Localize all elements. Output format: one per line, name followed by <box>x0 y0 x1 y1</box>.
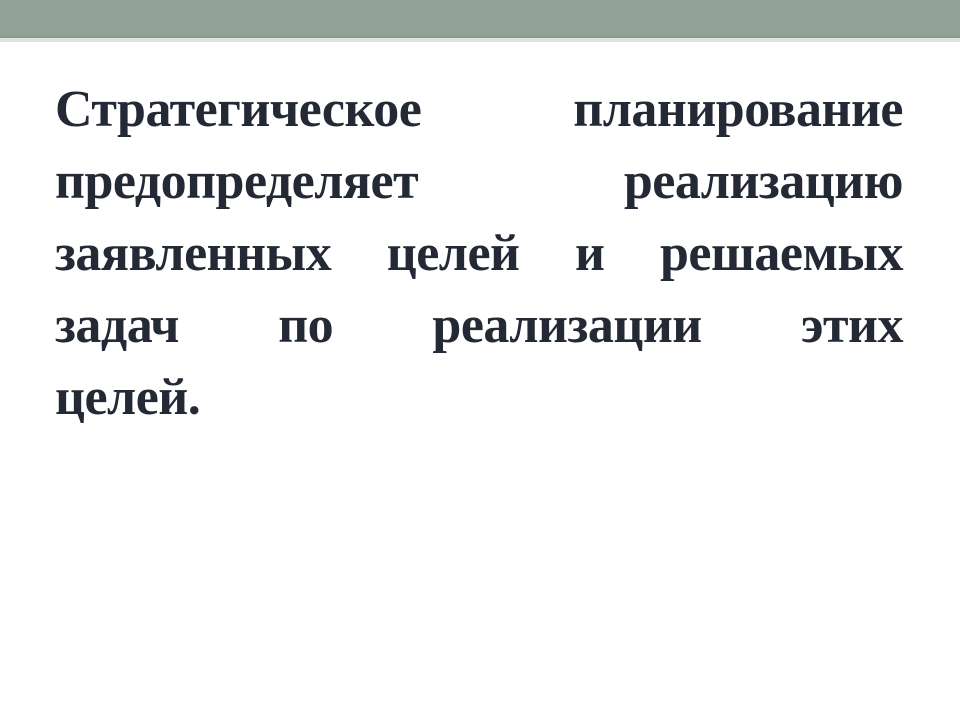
body-text-line-2: предопределяет реализацию <box>55 153 903 210</box>
slide-top-bar <box>0 0 960 38</box>
body-text-line-3: заявленных целей и решаемых <box>55 225 903 282</box>
body-text-line-5: целей. <box>55 369 201 426</box>
body-text-line-4: задач по реализации этих <box>55 297 903 354</box>
slide-body-text <box>55 74 903 434</box>
body-text-line-1: Стратегическое планирование <box>55 81 903 138</box>
